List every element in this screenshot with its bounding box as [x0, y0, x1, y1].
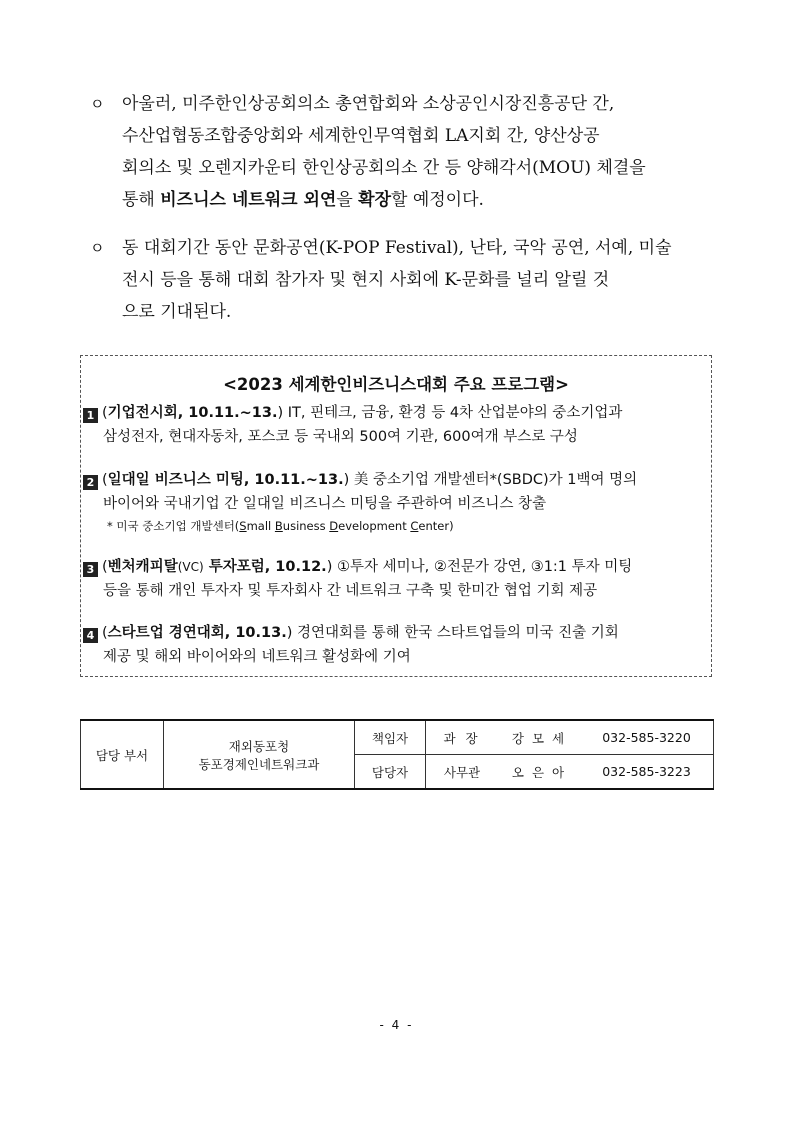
program-item-meeting — [81, 468, 713, 536]
paragraph-culture — [90, 232, 722, 328]
bullet-mark: ㅇ — [90, 239, 105, 257]
role-cell: 책임자 — [355, 720, 426, 755]
dept-agency: 재외동포청 — [228, 738, 290, 754]
text-span: ) — [277, 405, 284, 421]
item-number: 1 — [83, 408, 98, 423]
item-heading: 기업전시회, 10.11.~13. — [107, 405, 278, 421]
bullet-mark: ㅇ — [90, 95, 105, 113]
dept-name-cell — [164, 720, 355, 789]
page-number: - 4 - — [379, 1018, 414, 1032]
item-number: 2 — [83, 475, 98, 490]
item-heading: 일대일 비즈니스 미팅, 10.11.~13. — [107, 472, 344, 488]
program-item-exhibition — [81, 401, 713, 449]
item-text: 美 중소기업 개발센터*(SBDC)가 1백여 명의 — [349, 472, 638, 488]
footnote-sbdc — [81, 516, 713, 536]
text-span: ( — [102, 625, 108, 641]
emphasis-network: 비즈니스 네트워크 외연 — [160, 190, 337, 210]
text-span: C — [410, 519, 419, 533]
title-cell: 사무관 — [426, 755, 499, 790]
text-line: 아울러, 미주한인상공회의소 총연합회와 소상공인시장진흥공단 간, — [122, 94, 615, 114]
program-item-startup — [81, 621, 713, 669]
emphasis-expand: 확장 — [358, 190, 391, 210]
dept-label-cell: 담당 부서 — [81, 720, 164, 789]
text-span: D — [329, 519, 339, 533]
program-box — [80, 355, 712, 677]
text-span: 을 — [336, 190, 359, 210]
text-span: 할 예정이다. — [391, 190, 484, 210]
text-line — [90, 184, 722, 216]
item-heading: 투자포럼, 10.12. — [203, 559, 327, 575]
item-text: 바이어와 국내기업 간 일대일 비즈니스 미팅을 주관하여 비즈니스 창출 — [103, 496, 547, 512]
text-span: enter — [418, 519, 450, 533]
text-span: usiness — [282, 519, 330, 533]
phone-cell: 032-585-3220 — [580, 720, 714, 755]
text-span: * 미국 중소기업 개발센터( — [107, 519, 240, 533]
item-text: 제공 및 해외 바이어와의 네트워크 활성화에 기여 — [103, 649, 411, 665]
text-span: mall — [246, 519, 275, 533]
item-heading: 벤처캐피탈 — [107, 559, 178, 575]
text-span: ( — [102, 472, 108, 488]
dept-division: 동포경제인네트워크과 — [198, 756, 320, 772]
contact-table — [80, 719, 714, 790]
table-row — [81, 720, 714, 755]
text-span: B — [274, 519, 283, 533]
text-span: 통해 — [122, 190, 161, 210]
text-line: 수산업협동조합중앙회와 세계한인무역협회 LA지회 간, 양산상공 — [122, 126, 600, 146]
item-number: 3 — [83, 562, 98, 577]
item-number: 4 — [83, 628, 98, 643]
item-text: 삼성전자, 현대자동차, 포스코 등 국내외 500여 기관, 600여개 부스로 구성 — [103, 429, 578, 445]
role-cell: 담당자 — [355, 755, 426, 790]
text-line: 전시 등을 통해 대회 참가자 및 현지 사회에 K-문화를 널리 알릴 것 — [122, 270, 610, 290]
program-item-vc-forum — [81, 555, 713, 603]
title-cell: 과 장 — [426, 720, 499, 755]
text-span: ) — [343, 472, 350, 488]
paragraph-mou — [90, 88, 722, 216]
text-line: 회의소 및 오렌지카운티 한인상공회의소 간 등 양해각서(MOU) 체결을 — [122, 158, 646, 178]
text-span: (VC) — [177, 560, 204, 574]
name-cell: 오 은 아 — [498, 755, 580, 790]
item-text: 등을 통해 개인 투자자 및 투자회사 간 네트워크 구축 및 한미간 협업 기회 제공 — [103, 583, 598, 599]
name-cell: 강 모 세 — [498, 720, 580, 755]
item-text: IT, 핀테크, 금융, 환경 등 4차 산업분야의 중소기업과 — [283, 405, 623, 421]
text-line: 동 대회기간 동안 문화공연(K-POP Festival), 난타, 국악 공연, 서예, 미술 — [122, 238, 672, 258]
program-box-title: <2023 세계한인비즈니스대회 주요 프로그램> — [223, 375, 569, 394]
item-text: 경연대회를 통해 한국 스타트업들의 미국 진출 기회 — [292, 625, 619, 641]
text-span: ) — [449, 519, 454, 533]
text-span: evelopment — [338, 519, 411, 533]
text-span: S — [239, 519, 247, 533]
text-line: 으로 기대된다. — [122, 302, 232, 322]
text-span: ) — [286, 625, 293, 641]
text-span: ( — [102, 559, 108, 575]
phone-cell: 032-585-3223 — [580, 755, 714, 790]
text-span: ( — [102, 405, 108, 421]
text-span: ) — [326, 559, 333, 575]
item-heading: 스타트업 경연대회, 10.13. — [107, 625, 287, 641]
item-text: ①투자 세미나, ②전문가 강연, ③1:1 투자 미팅 — [332, 559, 633, 575]
